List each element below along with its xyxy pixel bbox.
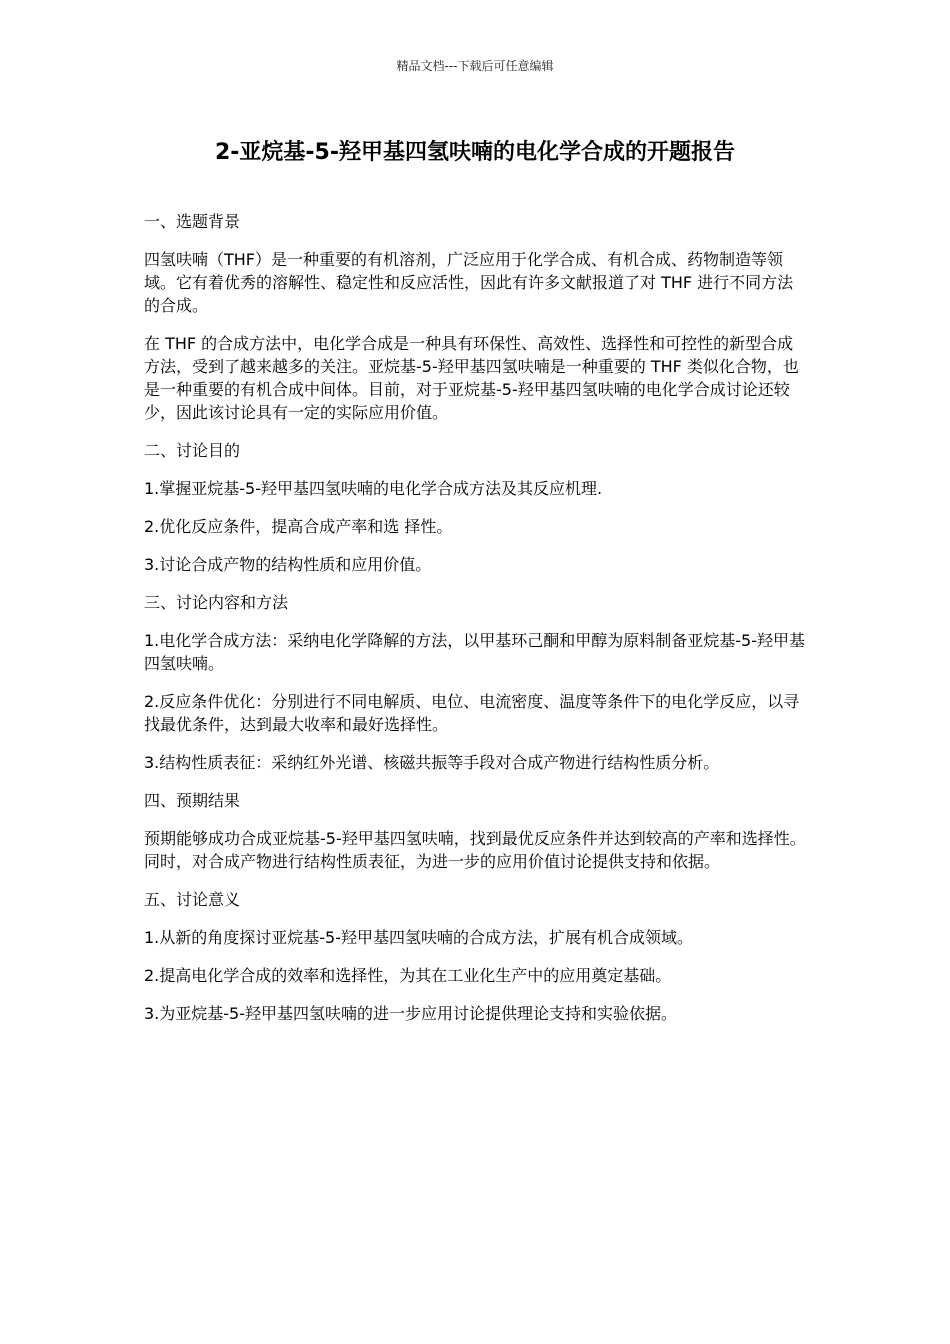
list-item: 3.讨论合成产物的结构性质和应用价值。 xyxy=(144,555,432,574)
section-heading-methods: 三、讨论内容和方法 xyxy=(144,593,289,612)
section-heading-purpose: 二、讨论目的 xyxy=(144,441,241,460)
document-title: 2-亚烷基-5-羟甲基四氢呋喃的电化学合成的开题报告 xyxy=(214,140,735,165)
paragraph: 在 THF 的合成方法中，电化学合成是一种具有环保性、高效性、选择性和可控性的新型合成方法，受到了越来越多的关注。亚烷基-5-羟甲基四氢呋喃是一种重要的 THF 类似化合物，也是一种重要的有机合成中间体。目前，对于亚烷基-5-羟甲基四氢呋喃的电化学合成讨论还较少，因此该讨论具有一定的实际应用价值。 xyxy=(144,334,799,422)
list-item: 1.从新的角度探讨亚烷基-5-羟甲基四氢呋喃的合成方法，扩展有机合成领域。 xyxy=(144,928,693,947)
list-item: 2.提高电化学合成的效率和选择性，为其在工业化生产中的应用奠定基础。 xyxy=(144,966,672,985)
list-item: 1.电化学合成方法：采纳电化学降解的方法，以甲基环己酮和甲醇为原料制备亚烷基-5-羟甲基四氢呋喃。 xyxy=(144,631,805,673)
section-heading-significance: 五、讨论意义 xyxy=(144,890,241,909)
document-body xyxy=(144,210,809,1040)
section-heading-expected-results: 四、预期结果 xyxy=(144,791,241,810)
list-item: 2.反应条件优化：分别进行不同电解质、电位、电流密度、温度等条件下的电化学反应，以寻找最优条件，达到最大收率和最好选择性。 xyxy=(144,692,800,734)
list-item: 3.结构性质表征：采纳红外光谱、核磁共振等手段对合成产物进行结构性质分析。 xyxy=(144,753,720,772)
page-header: 精品文档---下载后可任意编辑 xyxy=(396,59,554,73)
list-item: 1.掌握亚烷基-5-羟甲基四氢呋喃的电化学合成方法及其反应机理. xyxy=(144,479,603,498)
paragraph: 四氢呋喃（THF）是一种重要的有机溶剂，广泛应用于化学合成、有机合成、药物制造等领域。它有着优秀的溶解性、稳定性和反应活性，因此有许多文献报道了对 THF 进行不同方法的合成。 xyxy=(144,250,794,315)
paragraph: 预期能够成功合成亚烷基-5-羟甲基四氢呋喃，找到最优反应条件并达到较高的产率和选择性。同时，对合成产物进行结构性质表征，为进一步的应用价值讨论提供支持和依据。 xyxy=(144,829,806,871)
list-item: 2.优化反应条件，提高合成产率和选 择性。 xyxy=(144,517,453,536)
section-heading-background: 一、选题背景 xyxy=(144,212,241,231)
list-item: 3.为亚烷基-5-羟甲基四氢呋喃的进一步应用讨论提供理论支持和实验依据。 xyxy=(144,1004,677,1023)
